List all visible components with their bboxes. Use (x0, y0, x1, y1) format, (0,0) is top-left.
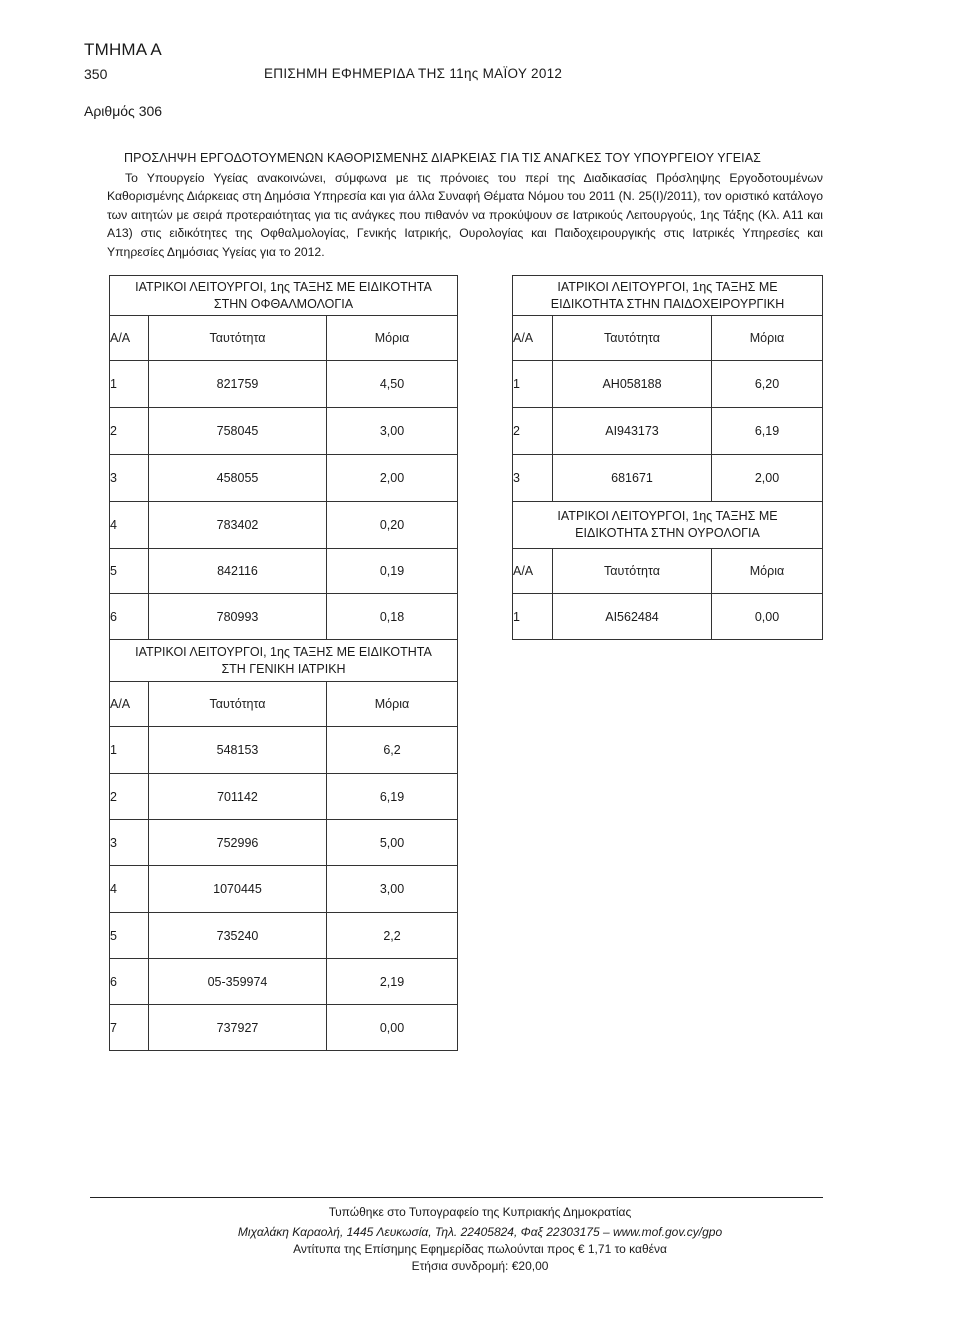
table-row (110, 549, 458, 594)
table-row (110, 408, 458, 455)
table-title-general-medicine (110, 640, 458, 682)
footer-printer: Τυπώθηκε στο Τυπογραφείο της Κυπριακής Δημοκρατίας (328, 1205, 632, 1219)
cell-aa: 2 (110, 774, 149, 820)
title-line: ΕΙΔΙΚΟΤΗΤΑ ΣΤΗΝ ΠΑΙΔΟΧΕΙΡΟΥΡΓΙΚΗ (550, 296, 785, 311)
cell-points: 6,19 (712, 408, 823, 455)
column-header-points: Μόρια (327, 682, 458, 727)
page-number: 350 (84, 66, 108, 82)
title-line: ΙΑΤΡΙΚΟΙ ΛΕΙΤΟΥΡΓΟΙ, 1ης ΤΑΞΗΣ ΜΕ (557, 509, 778, 523)
notice-number: Αριθμός 306 (84, 103, 163, 119)
table-title-paediatric-surgery (513, 276, 823, 316)
table-row (513, 361, 823, 408)
cell-points: 3,00 (327, 408, 458, 455)
cell-aa: 1 (513, 361, 553, 408)
table-title-ophthalmology (110, 276, 458, 316)
title-line: ΙΑΤΡΙΚΟΙ ΛΕΙΤΟΥΡΓΟΙ, 1ης ΤΑΞΗΣ ΜΕ (557, 279, 778, 294)
table-row (110, 866, 458, 913)
cell-aa: 3 (110, 455, 149, 502)
cell-identity: 758045 (149, 408, 327, 455)
cell-aa: 3 (110, 820, 149, 866)
cell-points: 2,00 (327, 455, 458, 502)
title-line: ΕΙΔΙΚΟΤΗΤΑ ΣΤΗΝ ΟΥΡΟΛΟΓΙΑ (575, 526, 760, 540)
cell-points: 2,2 (327, 913, 458, 959)
cell-identity: 842116 (149, 549, 327, 594)
cell-aa: 5 (110, 549, 149, 594)
title-line: ΙΑΤΡΙΚΟΙ ΛΕΙΤΟΥΡΓΟΙ, 1ης ΤΑΞΗΣ ΜΕ ΕΙΔΙΚΟΤΗΤΑ (135, 644, 432, 659)
cell-identity: 681671 (553, 455, 712, 502)
column-header-aa: Α/Α (513, 549, 553, 594)
title-line: ΙΑΤΡΙΚΟΙ ΛΕΙΤΟΥΡΓΟΙ, 1ης ΤΑΞΗΣ ΜΕ ΕΙΔΙΚΟΤΗΤΑ (135, 279, 432, 294)
table-row (110, 774, 458, 820)
table-row (110, 361, 458, 408)
title-line: ΣΤΗ ΓΕΝΙΚΗ ΙΑΤΡΙΚΗ (221, 661, 346, 676)
notice-body: Το Υπουργείο Υγείας ανακοινώνει, σύμφωνα με τις πρόνοιες του περί της Διαδικασίας Πρόσληψης Εργοδοτουμένων Καθορισμένης Διάρκειας στη Δημόσια Υπηρεσία και για άλλα Συναφή Θέματα Νόμου του 2011 (Ν. 25(Ι)/2011), τον οριστικό κατάλογο των αιτητών με σειρά προτεραιότητας για τις ανάγκες που πιθανόν να προκύψουν σε Ιατρικούς Λειτουργούς, 1ης Τάξης (Κλ. Α11 και Α13) στις ειδικότητες της Οφθαλμολογίας, Γενικής Ιατρικής, Ουρολογίας και Παιδοχειρουργικής στις Ιατρικές Υπηρεσίες και Υπηρεσίες Δημόσιας Υγείας για το 2012. (107, 171, 823, 259)
cell-identity: 783402 (149, 502, 327, 549)
cell-points: 6,20 (712, 361, 823, 408)
table-row (110, 959, 458, 1005)
cell-aa: 3 (513, 455, 553, 502)
cell-points: 0,00 (327, 1005, 458, 1051)
cell-points: 0,18 (327, 594, 458, 640)
cell-aa: 2 (513, 408, 553, 455)
cell-points: 6,2 (327, 727, 458, 774)
cell-identity: 752996 (149, 820, 327, 866)
table-row (513, 408, 823, 455)
cell-aa: 6 (110, 959, 149, 1005)
table-row (513, 455, 823, 502)
column-header-identity: Ταυτότητα (553, 549, 712, 594)
cell-identity: 701142 (149, 774, 327, 820)
table-row (110, 820, 458, 866)
table-row (110, 455, 458, 502)
column-header-points: Μόρια (327, 316, 458, 361)
table-paediatric-urology (512, 275, 823, 640)
cell-identity: 780993 (149, 594, 327, 640)
cell-aa: 2 (110, 408, 149, 455)
cell-identity: ΑΗ058188 (553, 361, 712, 408)
title-line: ΣΤΗΝ ΟΦΘΑΛΜΟΛΟΓΙΑ (213, 296, 354, 311)
column-header-aa: Α/Α (110, 316, 149, 361)
cell-points: 4,50 (327, 361, 458, 408)
table-row (110, 1005, 458, 1051)
cell-aa: 6 (110, 594, 149, 640)
table-row (110, 913, 458, 959)
column-header-identity: Ταυτότητα (553, 316, 712, 361)
column-header-points: Μόρια (712, 316, 823, 361)
cell-identity: 735240 (149, 913, 327, 959)
cell-aa: 7 (110, 1005, 149, 1051)
column-header-aa: Α/Α (513, 316, 553, 361)
gazette-header: ΕΠΙΣΗΜΗ ΕΦΗΜΕΡΙΔΑ ΤΗΣ 11ης ΜΑΪΟΥ 2012 (264, 66, 563, 81)
cell-aa: 1 (513, 594, 553, 640)
cell-aa: 4 (110, 502, 149, 549)
table-row (110, 502, 458, 549)
table-ophthalmology-general (109, 275, 458, 1051)
cell-identity: ΑΙ562484 (553, 594, 712, 640)
cell-points: 0,00 (712, 594, 823, 640)
cell-points: 0,20 (327, 502, 458, 549)
column-header-points: Μόρια (712, 549, 823, 594)
notice-heading: ΠΡΟΣΛΗΨΗ ΕΡΓΟΔΟΤΟΥΜΕΝΩΝ ΚΑΘΟΡΙΣΜΕΝΗΣ ΔΙΑΡΚΕΙΑΣ ΓΙΑ ΤΙΣ ΑΝΑΓΚΕΣ ΤΟΥ ΥΠΟΥΡΓΕΙΟΥ ΥΓΕΙΑΣ (124, 151, 761, 165)
table-row (110, 594, 458, 640)
cell-points: 2,00 (712, 455, 823, 502)
table-row (513, 594, 823, 640)
cell-identity: 548153 (149, 727, 327, 774)
cell-identity: 458055 (149, 455, 327, 502)
footer-subscription: Ετήσια συνδρομή: €20,00 (411, 1259, 549, 1273)
cell-points: 0,19 (327, 549, 458, 594)
cell-identity: 1070445 (149, 866, 327, 913)
footer-price: Αντίτυπα της Επίσημης Εφημερίδας πωλούνται προς € 1,71 το καθένα (293, 1242, 667, 1256)
table-title-urology (513, 502, 823, 549)
cell-aa: 5 (110, 913, 149, 959)
cell-aa: 4 (110, 866, 149, 913)
footer-address: Μιχαλάκη Καραολή, 1445 Λευκωσία, Τηλ. 22405824, Φαξ 22303175 – www.mof.gov.cy/gpo (237, 1225, 723, 1239)
footer-divider (90, 1197, 823, 1198)
column-header-identity: Ταυτότητα (149, 316, 327, 361)
cell-points: 3,00 (327, 866, 458, 913)
column-header-aa: Α/Α (110, 682, 149, 727)
cell-points: 6,19 (327, 774, 458, 820)
cell-aa: 1 (110, 361, 149, 408)
cell-identity: ΑΙ943173 (553, 408, 712, 455)
cell-aa: 1 (110, 727, 149, 774)
cell-identity: 821759 (149, 361, 327, 408)
cell-points: 2,19 (327, 959, 458, 1005)
section-title: ΤΜΗΜΑ Α (84, 40, 162, 59)
cell-points: 5,00 (327, 820, 458, 866)
cell-identity: 05-359974 (149, 959, 327, 1005)
column-header-identity: Ταυτότητα (149, 682, 327, 727)
table-row (110, 727, 458, 774)
cell-identity: 737927 (149, 1005, 327, 1051)
